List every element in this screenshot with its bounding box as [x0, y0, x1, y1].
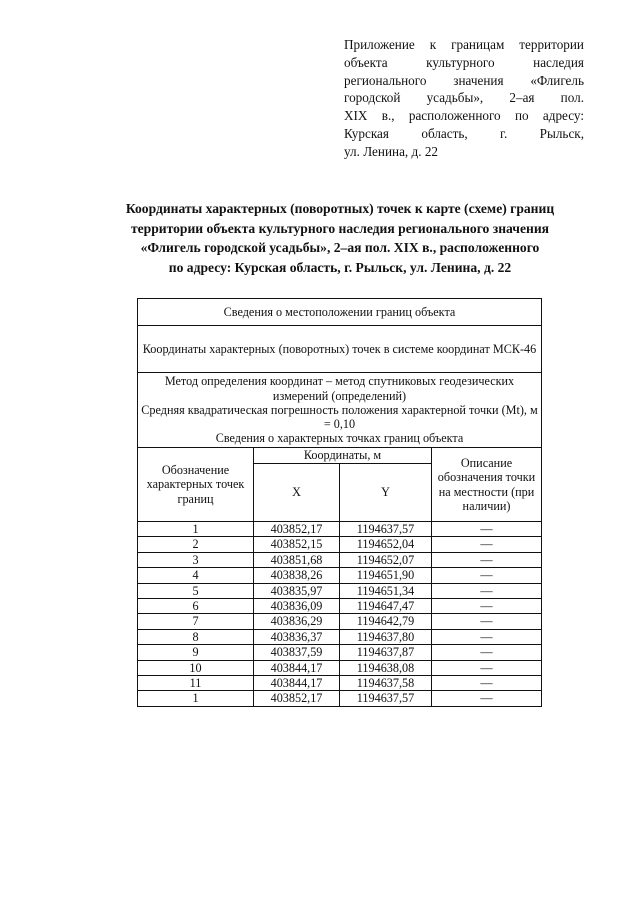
description-cell: —	[432, 645, 542, 660]
appendix-line: объекта культурного наследия	[344, 54, 584, 70]
col-description-header: Описание обозначения точки на местности (при наличии)	[432, 448, 542, 522]
point-number-cell: 11	[138, 675, 254, 690]
x-coordinate-cell: 403837,59	[254, 645, 340, 660]
title-line: Координаты характерных (поворотных) точек к карте (схеме) границ	[125, 201, 555, 216]
y-coordinate-cell: 1194637,57	[340, 522, 432, 537]
x-coordinate-cell: 403851,68	[254, 552, 340, 567]
appendix-line: городской усадьбы», 2–ая пол.	[344, 90, 584, 106]
appendix-line: Курская область, г. Рыльск,	[344, 125, 584, 141]
y-coordinate-cell: 1194637,80	[340, 629, 432, 644]
col-designation-header: Обозначение характерных точек границ	[138, 448, 254, 522]
col-x-header: X	[254, 464, 340, 522]
coordinates-table	[137, 298, 542, 707]
title-line: по адресу: Курская область, г. Рыльск, ул. Ленина, д. 22	[168, 259, 512, 275]
description-cell: —	[432, 691, 542, 706]
table-body	[138, 522, 542, 707]
table-row	[138, 568, 542, 583]
x-coordinate-cell: 403852,17	[254, 691, 340, 706]
point-number-cell: 5	[138, 583, 254, 598]
y-coordinate-cell: 1194642,79	[340, 614, 432, 629]
y-coordinate-cell: 1194652,04	[340, 537, 432, 552]
table-row	[138, 675, 542, 690]
x-coordinate-cell: 403852,15	[254, 537, 340, 552]
description-cell: —	[432, 537, 542, 552]
y-coordinate-cell: 1194638,08	[340, 660, 432, 675]
x-coordinate-cell: 403844,17	[254, 675, 340, 690]
appendix-line: Приложение к границам территории	[344, 37, 584, 52]
table-row	[138, 552, 542, 567]
x-coordinate-cell: 403844,17	[254, 660, 340, 675]
section-location-header: Сведения о местоположении границ объекта	[138, 299, 542, 326]
point-number-cell: 6	[138, 598, 254, 613]
description-cell: —	[432, 675, 542, 690]
y-coordinate-cell: 1194637,58	[340, 675, 432, 690]
title-line: «Флигель городской усадьбы», 2–ая пол. XIX в., расположенного	[140, 240, 540, 255]
title-line: территории объекта культурного наследия регионального значения	[130, 220, 550, 236]
x-coordinate-cell: 403836,29	[254, 614, 340, 629]
y-coordinate-cell: 1194652,07	[340, 552, 432, 567]
table-row	[138, 660, 542, 675]
document-title	[60, 199, 620, 277]
col-y-header: Y	[340, 464, 432, 522]
x-coordinate-cell: 403835,97	[254, 583, 340, 598]
x-coordinate-cell: 403852,17	[254, 522, 340, 537]
y-coordinate-cell: 1194647,47	[340, 598, 432, 613]
point-number-cell: 2	[138, 537, 254, 552]
point-number-cell: 7	[138, 614, 254, 629]
y-coordinate-cell: 1194637,57	[340, 691, 432, 706]
y-coordinate-cell: 1194637,87	[340, 645, 432, 660]
appendix-note	[344, 36, 584, 161]
table-row	[138, 598, 542, 613]
accuracy-text: Средняя квадратическая погрешность положения характерной точки (Mt), м = 0,10	[141, 402, 538, 432]
table-row	[138, 537, 542, 552]
description-cell: —	[432, 614, 542, 629]
appendix-line: ул. Ленина, д. 22	[344, 143, 439, 159]
table-row	[138, 645, 542, 660]
description-cell: —	[432, 660, 542, 675]
col-coords-header: Координаты, м	[254, 448, 432, 464]
point-number-cell: 9	[138, 645, 254, 660]
table-row	[138, 583, 542, 598]
y-coordinate-cell: 1194651,90	[340, 568, 432, 583]
x-coordinate-cell: 403836,37	[254, 629, 340, 644]
point-number-cell: 4	[138, 568, 254, 583]
point-number-cell: 10	[138, 660, 254, 675]
point-number-cell: 1	[138, 522, 254, 537]
point-number-cell: 1	[138, 691, 254, 706]
appendix-line: регионального значения «Флигель	[344, 72, 584, 88]
description-cell: —	[432, 522, 542, 537]
description-cell: —	[432, 583, 542, 598]
description-cell: —	[432, 598, 542, 613]
point-number-cell: 8	[138, 629, 254, 644]
y-coordinate-cell: 1194651,34	[340, 583, 432, 598]
table-row	[138, 614, 542, 629]
table-row	[138, 691, 542, 706]
section-points-header: Сведения о характерных точках границ объекта	[215, 431, 464, 446]
description-cell: —	[432, 568, 542, 583]
x-coordinate-cell: 403838,26	[254, 568, 340, 583]
table-row	[138, 629, 542, 644]
coord-system-header: Координаты характерных (поворотных) точек в системе координат МСК-46	[138, 326, 542, 373]
description-cell: —	[432, 552, 542, 567]
point-number-cell: 3	[138, 552, 254, 567]
method-text: Метод определения координат – метод спутниковых геодезических измерений (определений)	[164, 374, 515, 403]
appendix-line: XIX в., расположенного по адресу:	[344, 108, 584, 124]
x-coordinate-cell: 403836,09	[254, 598, 340, 613]
table-row	[138, 522, 542, 537]
description-cell: —	[432, 629, 542, 644]
method-block	[138, 373, 542, 448]
